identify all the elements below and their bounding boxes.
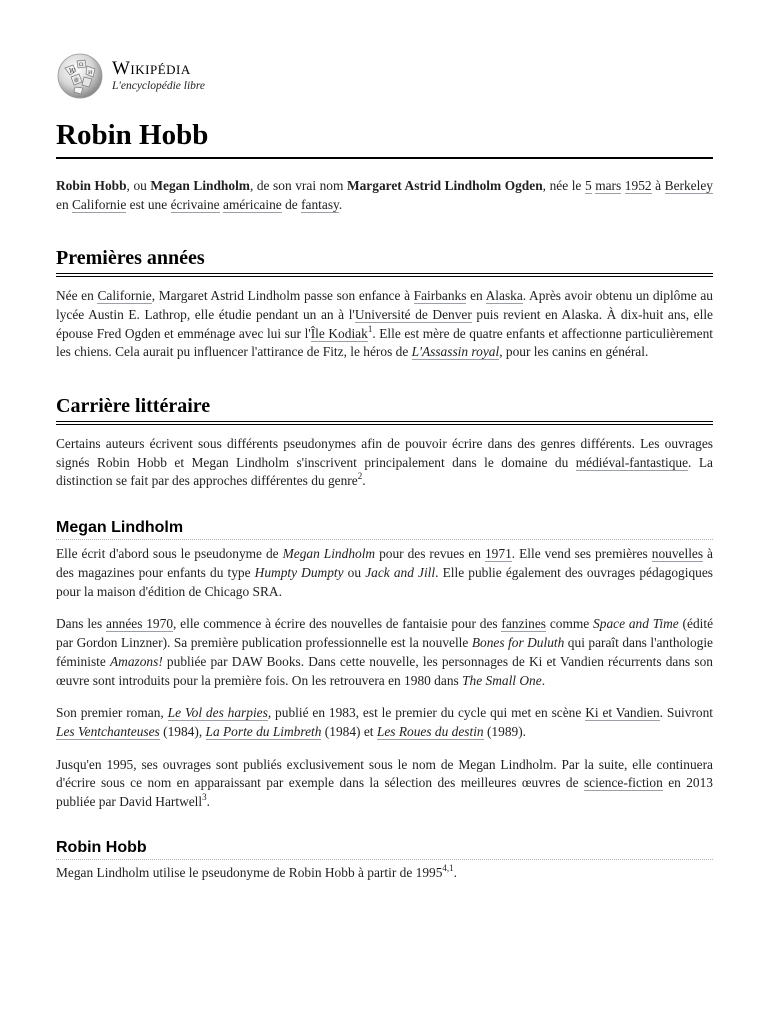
italic-title: La Porte du Limbreth [205,723,322,739]
text: (édité par Gordon Linzner). Sa première publication professionnelle est la nouvelle [56,616,714,651]
text: de [281,196,302,212]
text: puis revient en Alaska. À dix-huit ans, elle épouse Fred Ogden et emménage avec lui sur l' [56,306,713,341]
text: qui paraît dans l'anthologie féministe [56,635,714,669]
reference-link[interactable]: 2 [357,471,363,482]
text: . Elle vend ses premières [511,546,652,562]
text: est une [126,196,171,212]
page-title: Robin Hobb [56,118,713,159]
intro-paragraph [56,177,713,214]
link-berkeley[interactable]: Berkeley [664,177,713,193]
paragraph [56,864,713,883]
subsection-heading-megan-lindholm: Megan Lindholm [56,518,713,540]
text: à [651,177,665,193]
paragraph [56,545,713,601]
text: , elle commence à écrire des nouvelles de fantaisie pour des [173,616,502,632]
text: . Suivront [659,705,714,721]
text: publiée par DAW Books. Dans cette nouvelle, les personnages de Ki et Vandien récurrents dans son œuvre sont introduits pour la première fois. On les retrouvera en 1980 dans [56,653,713,688]
section-heading-carriere-litteraire: Carrière littéraire [56,394,713,425]
italic-text: Bones for Duluth [471,635,565,651]
link-5[interactable]: 5 [584,177,592,193]
reference-link[interactable]: 4 [442,862,447,873]
text: . Elle publie également des ouvrages pédagogiques pour la maison d'édition de Chicago SRA. [56,565,713,599]
link-mars[interactable]: mars [595,177,622,193]
reference-link[interactable]: 3 [202,792,207,803]
text: (1984), [159,723,206,739]
italic-title: L'Assassin royal [411,344,500,360]
text: en [56,196,72,212]
text: Née en [56,288,98,304]
link-ile-kodiak[interactable]: Île Kodiak [310,325,368,341]
text: en [466,288,486,304]
text: , pour les canins en général. [499,344,649,360]
italic-text: Humpty Dumpty [254,565,344,581]
link-americaine[interactable]: américaine [223,196,282,212]
text: à des magazines pour enfants du type [56,546,713,581]
italic-text: Amazons! [109,653,163,669]
text: , née le [542,177,585,193]
link-ecrivaine[interactable]: écrivaine [170,196,220,212]
link-californie[interactable]: Californie [97,288,152,304]
text: pour des revues en [375,546,485,562]
text: Megan Lindholm utilise le pseudonyme de Robin Hobb à partir de 1995 [56,864,443,880]
paragraph [56,615,713,690]
site-header [56,48,713,104]
text: . [362,473,366,489]
text: ou [343,565,366,581]
section-heading-premieres-annees: Premières années [56,246,713,277]
text: . [338,196,343,212]
link-ki-et-vandien[interactable]: Ki et Vandien [585,705,660,721]
link-1952[interactable]: 1952 [624,177,652,193]
link-les-ventchanteuses[interactable] [56,724,160,740]
text: (1984) et [321,723,377,739]
link-medieval-fantastique[interactable]: médiéval-fantastique [575,454,689,470]
italic-title: Les Ventchanteuses [56,723,160,739]
paragraph [56,704,713,741]
brand-name[interactable]: Wikipédia [112,58,191,80]
paragraph [56,435,713,491]
text: Dans les [56,616,106,632]
text: (1989). [483,723,527,739]
italic-text: The Small One [462,672,542,688]
link-fanzines[interactable]: fanzines [501,616,547,632]
link-science-fiction[interactable]: science-fiction [583,775,663,791]
svg-text:維: 維 [74,78,80,84]
link-californie[interactable]: Californie [72,196,127,212]
reference-link[interactable]: 1 [367,323,373,334]
bold-term: Margaret Astrid Lindholm Ogden [346,177,543,193]
link-la-porte-du-limbreth[interactable] [206,724,322,740]
link-annees-1970[interactable]: années 1970 [106,616,174,632]
text: Elle écrit d'abord sous le pseudonyme de [56,546,283,562]
wikipedia-globe-logo-icon[interactable] [56,52,104,100]
text: Certains auteurs écrivent sous différents pseudonymes afin de pouvoir écrire dans des genres différents. Les ouvrages signés Robin Hobb et Megan Lindholm s'inscrivent principalement dans le domaine du [56,436,713,470]
brand [112,59,205,93]
reference-marker[interactable] [442,863,453,873]
link-alaska[interactable]: Alaska [485,288,523,304]
text: . Après avoir obtenu un diplôme au lycée Austin E. Lathrop, elle étudie pendant un an à l' [56,288,713,322]
text: . [453,864,458,880]
link-universite-de-denver[interactable]: Université de Denver [354,306,472,322]
link-le-vol-des-harpies[interactable] [168,705,268,721]
link-assassin-royal[interactable] [412,344,500,360]
text: Jusqu'en 1995, ses ouvrages sont publiés exclusivement sous le nom de Megan Lindholm. Par la suite, elle continuera d'écrire sous ce nom en apparaissant par exemple dans la sélection des meilleures œuvres de [56,756,713,791]
text: . [541,672,546,688]
article-page [56,48,713,883]
bold-term: Megan Lindholm [150,177,250,193]
italic-text: Space and Time [593,616,679,632]
svg-text:W: W [69,68,76,75]
svg-text:Ω: Ω [79,62,84,68]
reference-separator: , [446,862,450,873]
link-fantasy[interactable]: fantasy [301,196,339,212]
italic-text: Megan Lindholm [282,546,376,562]
link-fairbanks[interactable]: Fairbanks [413,288,467,304]
brand-tagline: L'encyclopédie libre [112,80,206,93]
link-nouvelles[interactable]: nouvelles [651,546,704,562]
text: , publié en 1983, est le premier du cycle qui met en scène [267,705,586,721]
italic-text: Jack and Jill [365,565,436,581]
italic-title: Le Vol des harpies [167,705,268,721]
svg-text:И: И [88,70,93,76]
subsection-heading-robin-hobb: Robin Hobb [56,838,713,860]
text: en 2013 publiée par David Hartwell [56,775,713,810]
text: , Margaret Astrid Lindholm passe son enfance à [151,288,414,304]
text: , ou [126,177,151,193]
italic-title: Les Roues du destin [376,723,484,739]
link-les-roues-du-destin[interactable] [377,724,484,740]
paragraph [56,287,713,362]
text: . La distinction se fait par des approches différentes du genre [56,454,713,489]
text: comme [546,616,594,632]
text: Son premier roman, [56,705,168,721]
link-1971[interactable]: 1971 [484,546,512,562]
text: . [206,794,210,810]
paragraph [56,756,713,812]
reference-link[interactable]: 1 [449,862,454,873]
text: , de son vrai nom [249,177,347,193]
bold-term: Robin Hobb [56,177,127,193]
text: . Elle est mère de quatre enfants et affectionne particulièrement les chiens. Cela aurait pu influencer l'attirance de Fitz, le héros de [56,325,714,360]
